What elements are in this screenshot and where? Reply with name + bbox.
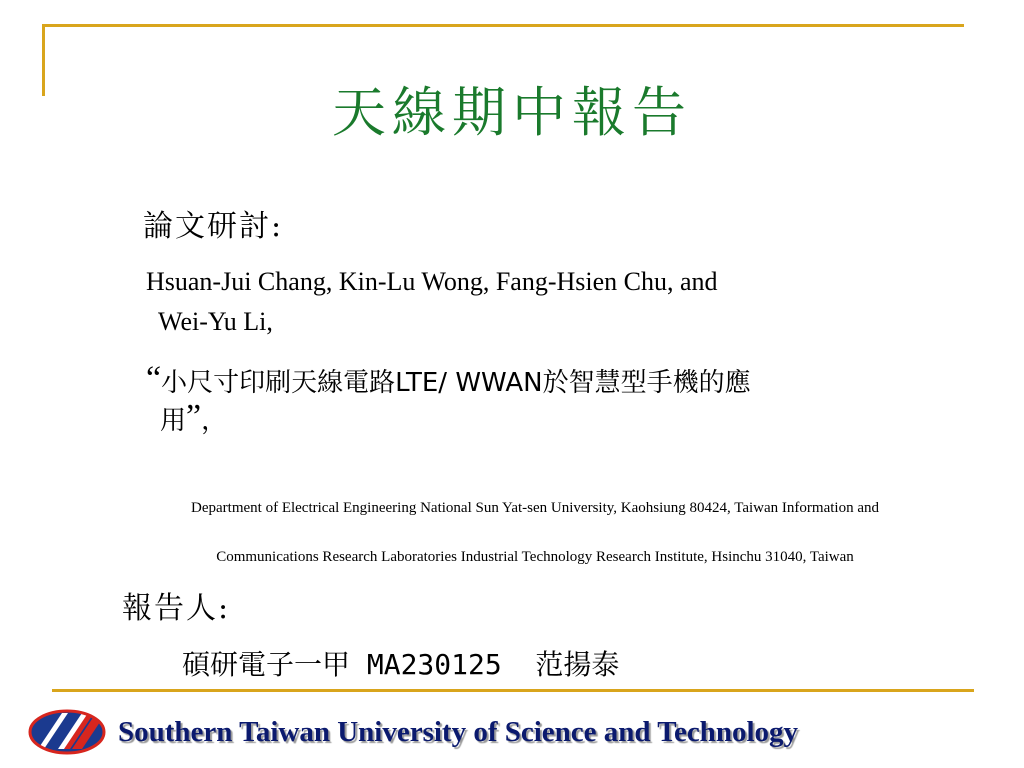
university-logo-icon [28, 709, 106, 755]
close-quote: ” [186, 398, 202, 435]
authors [146, 262, 946, 342]
footer [28, 704, 988, 760]
authors-line-2: Wei-Yu Li, [158, 307, 273, 336]
paper-title-trailing: ， [201, 406, 228, 436]
top-horizontal-rule [42, 24, 964, 27]
affiliation-line-1: Department of Electrical Engineering National Sun Yat-sen University, Kaohsiung 80424, Taiwan Information and [191, 500, 879, 516]
university-name: Southern Taiwan University of Science and Technology [118, 715, 798, 748]
authors-line-1: Hsuan-Jui Chang, Kin-Lu Wong, Fang-Hsien Chu, and [146, 267, 718, 296]
bottom-horizontal-rule [52, 689, 974, 692]
paper-title-line-2-wrap [146, 398, 946, 440]
paper-discussion-heading: 論文研討: [143, 209, 284, 244]
open-quote: “ [146, 360, 162, 397]
paper-title [146, 360, 946, 440]
slide-title: 天線期中報告 [332, 81, 692, 144]
affiliation-line-2: Communications Research Laboratories Industrial Technology Research Institute, Hsinchu 31040, Taiwan [216, 549, 854, 565]
paper-title-line-2: 用 [160, 406, 187, 436]
paper-title-line-1: 小尺寸印刷天線電路LTE/ WWAN於智慧型手機的應 [161, 368, 751, 398]
reporter-info: 碩研電子一甲 MA230125 范揚泰 [182, 648, 620, 681]
reporter-heading: 報告人: [122, 591, 231, 626]
